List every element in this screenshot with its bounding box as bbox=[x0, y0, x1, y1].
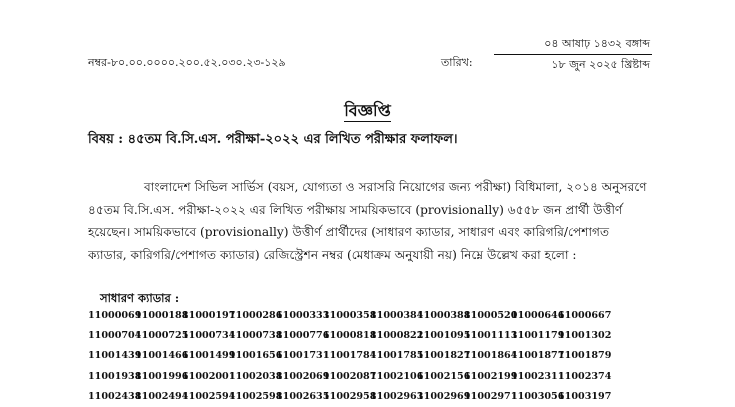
category-label: সাধারণ ক্যাডার : bbox=[100, 291, 180, 305]
memo-number: নম্বর-৮০.০০.০০০০.২০০.৫২.০৩০.২৩-১২৯ bbox=[88, 56, 286, 69]
registration-number: 11000646 bbox=[511, 310, 565, 321]
paragraph-line: ক্যাডার, কারিগরি/পেশাগত ক্যাডার) রেজিস্ট্রেশন নম্বর (মেধাক্রম অনুযায়ী নয়) নিম্নে উল্লেখ করা হলো : bbox=[88, 247, 577, 262]
registration-number: 11001302 bbox=[558, 330, 612, 342]
notice-title bbox=[0, 98, 735, 125]
notice-title-text: বিজ্ঞপ্তি bbox=[344, 101, 391, 120]
registration-number: 11002971 bbox=[464, 390, 518, 402]
date-bangla: ০৪ আষাঢ় ১৪৩২ বঙ্গাব্দ bbox=[544, 37, 650, 50]
registration-number: 11001827 bbox=[417, 350, 471, 362]
date-label: তারিখ: bbox=[441, 56, 473, 69]
registration-number: 11000725 bbox=[135, 330, 189, 342]
registration-number: 11001785 bbox=[370, 350, 424, 362]
registration-number-grid bbox=[88, 306, 612, 407]
registration-number: 11000734 bbox=[182, 330, 236, 342]
registration-number: 11002087 bbox=[323, 370, 377, 382]
registration-number: 11001439 bbox=[88, 350, 142, 362]
registration-number: 11000286 bbox=[229, 310, 283, 321]
registration-number: 11001095 bbox=[417, 330, 471, 342]
registration-number: 11003197 bbox=[558, 390, 612, 402]
registration-number: 11001996 bbox=[135, 370, 189, 382]
registration-row bbox=[88, 306, 612, 326]
registration-number: 11000520 bbox=[464, 310, 518, 321]
registration-number: 11002038 bbox=[229, 370, 283, 382]
registration-number: 11002438 bbox=[88, 390, 142, 402]
registration-number: 11000822 bbox=[370, 330, 424, 342]
registration-number: 11001113 bbox=[464, 330, 518, 342]
registration-number: 11002958 bbox=[323, 390, 377, 402]
registration-number: 11001179 bbox=[511, 330, 565, 342]
date-block bbox=[494, 36, 652, 73]
registration-number: 11001938 bbox=[88, 370, 142, 382]
registration-row bbox=[88, 387, 612, 407]
registration-number: 11002311 bbox=[511, 370, 565, 382]
registration-number: 11001877 bbox=[511, 350, 565, 362]
date-gregorian: ১৮ জুন ২০২৫ খ্রিষ্টাব্দ bbox=[551, 58, 650, 71]
registration-number: 11001864 bbox=[464, 350, 518, 362]
registration-number: 11002963 bbox=[370, 390, 424, 402]
registration-number: 11002594 bbox=[182, 390, 236, 402]
registration-number: 11001656 bbox=[229, 350, 283, 362]
date-divider bbox=[494, 54, 652, 55]
registration-number: 11000197 bbox=[182, 310, 236, 321]
registration-number: 11000667 bbox=[558, 310, 612, 321]
paragraph-line: ৪৫তম বি.সি.এস. পরীক্ষা-২০২২ এর লিখিত পরীক্ষায় সাময়িকভাবে (provisionally) ৬৫৫৮ জন প্রার্থী উত্তীর্ণ bbox=[88, 202, 623, 217]
registration-number: 11000388 bbox=[417, 310, 471, 321]
registration-number: 11002494 bbox=[135, 390, 189, 402]
registration-number: 11000776 bbox=[276, 330, 330, 342]
registration-number: 11001499 bbox=[182, 350, 236, 362]
registration-number: 11001879 bbox=[558, 350, 612, 362]
registration-number: 11000818 bbox=[323, 330, 377, 342]
registration-number: 11002069 bbox=[276, 370, 330, 382]
registration-number: 11000069 bbox=[88, 310, 142, 321]
paragraph-line: হয়েছেন। সাময়িকভাবে (provisionally) উত্তীর্ণ প্রার্থীদের (সাধারণ ক্যাডার, সাধারণ এবং কারিগরি/পেশাগত bbox=[88, 225, 610, 239]
registration-number: 11000738 bbox=[229, 330, 283, 342]
registration-number: 11000333 bbox=[276, 310, 330, 321]
paragraph-line: বাংলাদেশ সিভিল সার্ভিস (বয়স, যোগ্যতা ও সরাসরি নিয়োগের জন্য পরীক্ষা) বিধিমালা, ২০১৪ অনুসরণে bbox=[144, 180, 647, 194]
registration-number: 11001784 bbox=[323, 350, 377, 362]
registration-row bbox=[88, 326, 612, 346]
registration-number: 11002199 bbox=[464, 370, 518, 382]
registration-row bbox=[88, 346, 612, 366]
registration-number: 11002001 bbox=[182, 370, 236, 382]
subject-line: বিষয় : ৪৫তম বি.সি.এস. পরীক্ষা-২০২২ এর লিখিত পরীক্ষার ফলাফল। bbox=[88, 132, 458, 147]
registration-row bbox=[88, 367, 612, 387]
registration-number: 11000704 bbox=[88, 330, 142, 342]
registration-number: 11002635 bbox=[276, 390, 330, 402]
registration-number: 11002106 bbox=[370, 370, 424, 382]
registration-number: 11002156 bbox=[417, 370, 471, 382]
registration-number: 11002374 bbox=[558, 370, 612, 382]
registration-number: 11002598 bbox=[229, 390, 283, 402]
registration-number: 11000188 bbox=[135, 310, 189, 321]
registration-number: 11000358 bbox=[323, 310, 377, 321]
registration-number: 11001466 bbox=[135, 350, 189, 362]
notice-paragraph bbox=[88, 176, 648, 266]
registration-number: 11000384 bbox=[370, 310, 424, 321]
registration-number: 11001731 bbox=[276, 350, 330, 362]
registration-number: 11002969 bbox=[417, 390, 471, 402]
registration-number: 11003056 bbox=[511, 390, 565, 402]
